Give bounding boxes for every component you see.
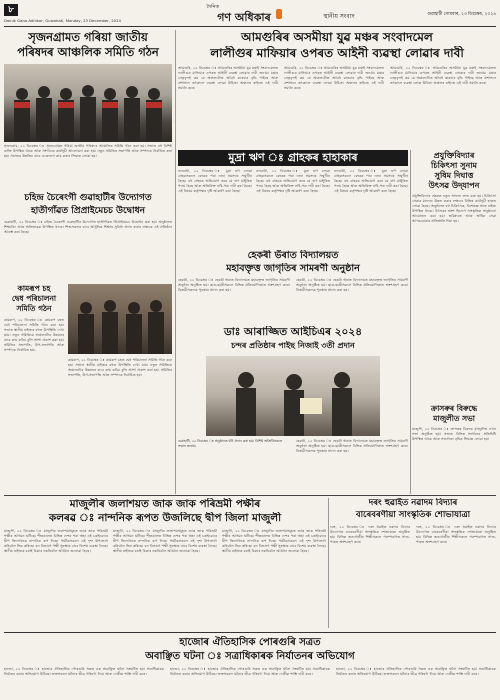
article-body: নলবাৰী, ২২ ডিচেম্বৰ ঃ মুদ্ৰা ঋণ লোৱা গ্ৰাহকসকলে বেংকৰ পৰা নানা সমস্যাৰ সন্মুখীন হৈছে। বহু গ্ৰাহকে অভিযোগ কৰে যে ঋণ মঞ্জুৰিত পলম হৈছে আৰু অতিৰিক্ত নথি-পত্ৰ দাবী কৰা হৈছে। এই বিষয়ে কৰ্তৃপক্ষৰ দৃষ্টি আকৰ্ষণ কৰা হৈছে।	[178, 169, 252, 193]
article-padila	[412, 404, 496, 496]
people-silhouettes	[206, 356, 380, 436]
headline: লালীগুৰ মাফিয়াৰ ওপৰত আইনী ব্যৱস্থা লোৱাৰ দাবী	[210, 46, 464, 60]
article-body: হাজো, ২২ ডিচেম্বৰ ঃ হাজোৰ ঐতিহাসিক পোৰগুৰি সত্ৰত এক অবাঞ্ছিত ঘটনা সংঘটিত হয়। সত্ৰাধিকাৰক নিৰ্যাতন কৰাৰ অভিযোগ উঠিছে। ভক্তসকলে ঘটনাৰ তীব্ৰ গৰিহণা দিয়ে আৰু দোষীক শাস্তি দাবী কৰে।	[4, 667, 164, 676]
brand-mark	[276, 9, 282, 19]
article-body: হেকৰী, ২২ ডিচেম্বৰ ঃ হেকৰী ভঁৰাত বিদ্যালয়ত মহাবক্তৃত্ত জাগৃতিৰ সামৰণী অনুষ্ঠান অনুষ্ঠিত হয়। ছাত্ৰ-ছাত্ৰীসকলে বিভিন্ন প্ৰতিযোগিতাত অংশগ্ৰহণ কৰে। বিজয়ীসকলক পুৰস্কাৰ প্ৰদান কৰা হয়।	[178, 278, 290, 292]
article-body: নলবাৰী, ২২ ডিচেম্বৰ ঃ মুদ্ৰা ঋণ লোৱা গ্ৰাহকসকলে বেংকৰ পৰা নানা সমস্যাৰ সন্মুখীন হৈছে। বহু গ্ৰাহকে অভিযোগ কৰে যে ঋণ মঞ্জুৰিত পলম হৈছে আৰু অতিৰিক্ত নথি-পত্ৰ দাবী কৰা হৈছে। এই বিষয়ে কৰ্তৃপক্ষৰ দৃষ্টি আকৰ্ষণ কৰা হৈছে।	[334, 169, 408, 193]
headline: বাৰেবৰণীয়া সাংস্কৃতিক শোভাযাত্ৰা	[355, 510, 471, 520]
group-photo	[4, 64, 172, 142]
article-technology	[412, 150, 496, 400]
ceremony-photo	[68, 284, 172, 354]
headline: মুদ্ৰা ঋণ ঃ গ্ৰাহকৰ হাহাকাৰ	[178, 150, 408, 166]
paper-logo: গণ অধিকাৰ	[217, 11, 271, 24]
article-garia-committee	[4, 30, 172, 280]
article-body: মাজুলী, ২২ ডিচেম্বৰ ঃ ক্ৰাসৰুৰ বিৰুদ্ধে মাজুলীত এখন সভা অনুষ্ঠিত হয়। সভাত বিভিন্ন সংগঠনৰ প্ৰতিনিধি উপস্থিত থাকে আৰু সজাগতা বৃদ্ধিৰ সিদ্ধান্ত লোৱা হয়।	[412, 427, 496, 441]
headline: সৃজনগ্ৰামত গৰিয়া জাতীয়	[28, 30, 148, 44]
article-majuli-birds	[4, 498, 326, 628]
article-body: আমগুৰি, ২২ ডিচেম্বৰ ঃ আমগুৰিৰ অসমীয়া যুৱ মঞ্চই সংবাদমেলত লালীগুৰ মাফিয়াৰ ওপৰত আইনী ব্যৱস্থা লোৱাৰ দাবী জনায়। মঞ্চৰ নেতৃবৃন্দই কয় যে অঞ্চলটোত অবৈধ কাৰবাৰ বৃদ্ধি পাইছে আৰু প্ৰশাসনে তৎকালে ব্যৱস্থা লোৱা উচিত। অঞ্চলৰ ৰাইজে এই দাবী সমৰ্থন কৰে।	[284, 66, 384, 90]
article-body: দৰং, ২২ ডিচেম্বৰ ঃ দৰং হুৱাইত নৱাদম বিদ্যাৰ উদ্যোগত বাৰেবৰণীয়া সাংস্কৃতিক শোভাযাত্ৰা অনুষ্ঠিত হয়। বিভিন্ন জনগোষ্ঠীৰ শিল্পীসকলে পৰম্পৰাগত সাজ-পাৰত অংশগ্ৰহণ কৰে।	[416, 525, 496, 544]
headline: ক্ৰাসৰুৰ বিৰুদ্ধে	[430, 404, 478, 413]
headline: চিকিৎসা সুনাম	[431, 160, 477, 170]
people-silhouettes	[4, 64, 172, 142]
headline: উৎসৱ উদ্‌যাপন	[428, 180, 480, 190]
headline: দ্বেধ পৰিচালনা	[11, 294, 57, 303]
award-photo	[206, 356, 380, 436]
article-darrang	[330, 498, 496, 628]
headline: কলৰৱ ঃ নান্দনিক ৰূপত উজলিছে দ্বীপ জিলা মাজুলী	[48, 512, 282, 524]
article-body: দৰং, ২২ ডিচেম্বৰ ঃ দৰং হুৱাইত নৱাদম বিদ্যাৰ উদ্যোগত বাৰেবৰণীয়া সাংস্কৃতিক শোভাযাত্ৰা অনুষ্ঠিত হয়। বিভিন্ন জনগোষ্ঠীৰ শিল্পীসকলে পৰম্পৰাগত সাজ-পাৰত অংশগ্ৰহণ কৰে।	[330, 525, 410, 544]
column-divider	[410, 150, 411, 494]
article-body: আমগুৰি, ২২ ডিচেম্বৰ ঃ আমগুৰিৰ অসমীয়া যুৱ মঞ্চই সংবাদমেলত লালীগুৰ মাফিয়াৰ ওপৰত আইনী ব্যৱস্থা লোৱাৰ দাবী জনায়। মঞ্চৰ নেতৃবৃন্দই কয় যে অঞ্চলটোত অবৈধ কাৰবাৰ বৃদ্ধি পাইছে আৰু প্ৰশাসনে তৎকালে ব্যৱস্থা লোৱা উচিত। অঞ্চলৰ ৰাইজে এই দাবী সমৰ্থন কৰে।	[178, 66, 278, 90]
section-title: স্থানীয় সংবাদ	[323, 13, 355, 20]
masthead-date: গুৱাহাটী সোমবাৰ, ২৩ ডিচেম্বৰ, ২০২৪	[427, 12, 496, 17]
headline: চহিন্দ্ৰ চৈৰেংগী গুৱাহাটীৰ উদ্যোগত	[24, 193, 152, 203]
headline: দৰং হুৱাইত নৱাদম বিদ্যাৰ	[368, 498, 458, 508]
page-number: ৮	[4, 4, 18, 16]
masthead-date-english: Dainik Gana Adhikar, Guwahati, Monday, 23 December, 2024	[4, 18, 121, 23]
article-body: আমগুৰি, ২২ ডিচেম্বৰ ঃ আমগুৰিৰ অসমীয়া যুৱ মঞ্চই সংবাদমেলত লালীগুৰ মাফিয়াৰ ওপৰত আইনী ব্যৱস্থা লোৱাৰ দাবী জনায়। মঞ্চৰ নেতৃবৃন্দই কয় যে অঞ্চলটোত অবৈধ কাৰবাৰ বৃদ্ধি পাইছে আৰু প্ৰশাসনে তৎকালে ব্যৱস্থা লোৱা উচিত। অঞ্চলৰ ৰাইজে এই দাবী সমৰ্থন কৰে।	[390, 66, 496, 85]
article-body: মাজুলী, ২২ ডিচেম্বৰ ঃ মাজুলীৰ জলাশয়সমূহত জাক জাক পৰিভ্ৰমী পক্ষীৰ আগমন ঘটিছে। শীতকালত বিভিন্ন দেশৰ পৰা অহা এই চৰাইবোৰে দ্বীপ জিলাখনক নান্দনিক ৰূপ দিছে। পৰ্যটকসকলে এই দৃশ্য উপভোগ কৰিবলৈ ভিৰ কৰিছে। বন বিভাগে পক্ষী সুৰক্ষাৰ বাবে বিশেষ ব্যৱস্থা লৈছে। স্থানীয় ৰাইজক চৰাই চিকাৰ নকৰিবলৈ আহ্বান জনোৱা হৈছে।	[222, 529, 326, 553]
headline: ডাঃ আৰাজ্জিত আইচিএৰ ২০২৪	[223, 326, 363, 338]
headline: অবাঞ্ছিত ঘটনা ঃ সত্ৰাধিকাৰক নিৰ্যাতনৰ অভিযোগ	[145, 651, 355, 662]
headline: মাজুলীৰ জলাশয়ত জাক জাক পৰিভ্ৰমী পক্ষীৰ	[69, 498, 261, 510]
article-hekori	[178, 250, 408, 322]
article-body: সৃজনগ্ৰাম, ২২ ডিচেম্বৰ ঃ সৃজনগ্ৰামত গৰিয়া জাতীয় পৰিষদৰ আঞ্চলিক সমিতি গঠন কৰা হয়। সভাত বহু বিশিষ্ট ব্যক্তি উপস্থিত থাকে আৰু সংগঠনৰ কাৰ্যসূচী আলোচনা কৰা হয়। নতুন সমিতিৰ সভাপতি আৰু সম্পাদক নিৰ্বাচিত কৰা হয়। সমাজৰ উন্নতিৰ বাবে একেলগে কাম কৰাৰ সিদ্ধান্ত লোৱা হয়।	[4, 144, 172, 158]
article-hajo	[4, 632, 496, 696]
headline: মাজুলীত সভা	[433, 414, 475, 423]
headline: কামৰূপ চহ	[17, 284, 51, 293]
article-body: হাজো, ২২ ডিচেম্বৰ ঃ হাজোৰ ঐতিহাসিক পোৰগুৰি সত্ৰত এক অবাঞ্ছিত ঘটনা সংঘটিত হয়। সত্ৰাধিকাৰক নিৰ্যাতন কৰাৰ অভিযোগ উঠিছে। ভক্তসকলে ঘটনাৰ তীব্ৰ গৰিহণা দিয়ে আৰু দোষীক শাস্তি দাবী কৰে।	[336, 667, 496, 676]
headline: হাজোৰ ঐতিহাসিক পোৰগুৰি সত্ৰত	[179, 637, 321, 648]
article-body: গুৱাহাটী, ২২ ডিচেম্বৰ ঃ চহিন্দ্ৰ চৈৰেংগী গুৱাহাটীৰ উদ্যোগত হাতীগাঁৱত প্ৰিপ্ৰাইমেচচ উদ্বোধন কৰা হয়। অনুষ্ঠানত শিক্ষাবিদ আৰু অভিভাৱক উপস্থিত থাকে। শিশুসকলৰ বাবে আধুনিক শিক্ষাৰ সুবিধা প্ৰদান কৰাৰ লক্ষ্যৰে এই প্ৰতিষ্ঠান আৰম্ভ কৰা হৈছে।	[4, 220, 172, 234]
column-divider	[175, 30, 176, 494]
paper-prefix: দৈনিক	[206, 4, 219, 10]
article-award	[178, 326, 408, 496]
headline: সুষিম দিঘাত্ত	[434, 170, 474, 180]
section-divider	[4, 495, 496, 496]
article-body: কামৰূপ, ২২ ডিচেম্বৰ ঃ কামৰূপ চহত দ্বেধ পৰিচালনা সমিতি গঠন কৰা হয়। সভাত স্থানীয় ৰাইজৰ বহুল উপস্থিতি দেখা যায়। নতুন সমিতিয়ে অঞ্চলটোৰ উন্নয়নৰ বাবে কাম কৰিব বুলি আশা প্ৰকাশ কৰা হয়। সমিতিৰ সভাপতি, উপ-সভাপতি আৰু সম্পাদক নিৰ্বাচিত হয়।	[68, 358, 172, 377]
headline: হেকৰী ভঁৰাত বিদ্যালয়ত	[247, 250, 339, 261]
headline: সমিতি গঠন	[16, 304, 52, 313]
article-body: মাজুলী, ২২ ডিচেম্বৰ ঃ মাজুলীৰ জলাশয়সমূহত জাক জাক পৰিভ্ৰমী পক্ষীৰ আগমন ঘটিছে। শীতকালত বিভিন্ন দেশৰ পৰা অহা এই চৰাইবোৰে দ্বীপ জিলাখনক নান্দনিক ৰূপ দিছে। পৰ্যটকসকলে এই দৃশ্য উপভোগ কৰিবলৈ ভিৰ কৰিছে। বন বিভাগে পক্ষী সুৰক্ষাৰ বাবে বিশেষ ব্যৱস্থা লৈছে। স্থানীয় ৰাইজক চৰাই চিকাৰ নকৰিবলৈ আহ্বান জনোৱা হৈছে।	[4, 529, 108, 553]
article-body: মাজুলী, ২২ ডিচেম্বৰ ঃ মাজুলীৰ জলাশয়সমূহত জাক জাক পৰিভ্ৰমী পক্ষীৰ আগমন ঘটিছে। শীতকালত বিভিন্ন দেশৰ পৰা অহা এই চৰাইবোৰে দ্বীপ জিলাখনক নান্দনিক ৰূপ দিছে। পৰ্যটকসকলে এই দৃশ্য উপভোগ কৰিবলৈ ভিৰ কৰিছে। বন বিভাগে পক্ষী সুৰক্ষাৰ বাবে বিশেষ ব্যৱস্থা লৈছে। স্থানীয় ৰাইজক চৰাই চিকাৰ নকৰিবলৈ আহ্বান জনোৱা হৈছে।	[113, 529, 217, 553]
masthead	[4, 3, 496, 27]
column-divider	[328, 498, 329, 628]
article-body: হেকৰী, ২২ ডিচেম্বৰ ঃ হেকৰী ভঁৰাত বিদ্যালয়ত মহাবক্তৃত্ত জাগৃতিৰ সামৰণী অনুষ্ঠান অনুষ্ঠিত হয়। ছাত্ৰ-ছাত্ৰীসকলে বিভিন্ন প্ৰতিযোগিতাত অংশগ্ৰহণ কৰে। বিজয়ীসকলক পুৰস্কাৰ প্ৰদান কৰা হয়।	[296, 439, 408, 453]
article-body: হাজো, ২২ ডিচেম্বৰ ঃ হাজোৰ ঐতিহাসিক পোৰগুৰি সত্ৰত এক অবাঞ্ছিত ঘটনা সংঘটিত হয়। সত্ৰাধিকাৰক নিৰ্যাতন কৰাৰ অভিযোগ উঠিছে। ভক্তসকলে ঘটনাৰ তীব্ৰ গৰিহণা দিয়ে আৰু দোষীক শাস্তি দাবী কৰে।	[170, 667, 330, 676]
article-kamrup-photo	[68, 284, 172, 480]
headline: পৰিষদৰ আঞ্চলিক সমিতি গঠন	[17, 45, 159, 59]
article-body: কামৰূপ, ২২ ডিচেম্বৰ ঃ কামৰূপ চহত দ্বেধ পৰিচালনা সমিতি গঠন কৰা হয়। সভাত স্থানীয় ৰাইজৰ বহুল উপস্থিতি দেখা যায়। নতুন সমিতিয়ে অঞ্চলটোৰ উন্নয়নৰ বাবে কাম কৰিব বুলি আশা প্ৰকাশ কৰা হয়। সমিতিৰ সভাপতি, উপ-সভাপতি আৰু সম্পাদক নিৰ্বাচিত হয়।	[4, 318, 64, 352]
article-body: নলবাৰী, ২২ ডিচেম্বৰ ঃ মুদ্ৰা ঋণ লোৱা গ্ৰাহকসকলে বেংকৰ পৰা নানা সমস্যাৰ সন্মুখীন হৈছে। বহু গ্ৰাহকে অভিযোগ কৰে যে ঋণ মঞ্জুৰিত পলম হৈছে আৰু অতিৰিক্ত নথি-পত্ৰ দাবী কৰা হৈছে। এই বিষয়ে কৰ্তৃপক্ষৰ দৃষ্টি আকৰ্ষণ কৰা হৈছে।	[256, 169, 330, 193]
article-body: প্ৰযুক্তিবিদ্যাৰ ক্ষেত্ৰত নতুন সাফল্য লাভ কৰা হয়। চিকিৎসা সেৱাৰ মানদণ্ড উন্নত কৰাৰ লক্ষ্যৰে বিভিন্ন কাৰ্যসূচী হাতত লোৱা হৈছে। অনুষ্ঠানত বহু চিকিৎসক, বিশেষজ্ঞ আৰু ৰাইজ উপস্থিত থাকে। উৎসৱৰ অংশ হিচাপে সাংস্কৃতিক অনুষ্ঠানো আয়োজন কৰা হয়। ভৱিষ্যতে আৰু অধিক সেৱা আগবঢ়োৱাৰ প্ৰতিশ্ৰুতি দিয়া হয়।	[412, 194, 496, 223]
headline: প্ৰযুক্তিবিদ্যাৰ	[433, 150, 475, 160]
article-amguri	[178, 30, 496, 148]
people-silhouettes	[68, 284, 172, 354]
photo-caption: গুৱাহাটী, ২২ ডিচেম্বৰ ঃ অনুষ্ঠানত বঁটা প্ৰদান কৰা হয়। বিশিষ্ট অতিথিসকলে সন্মান জনায়।	[178, 439, 283, 448]
headline: হাতীগাঁৱত প্ৰিপ্ৰাইমেচচ উদ্বোধন	[30, 206, 146, 216]
article-body: হেকৰী, ২২ ডিচেম্বৰ ঃ হেকৰী ভঁৰাত বিদ্যালয়ত মহাবক্তৃত্ত জাগৃতিৰ সামৰণী অনুষ্ঠান অনুষ্ঠিত হয়। ছাত্ৰ-ছাত্ৰীসকলে বিভিন্ন প্ৰতিযোগিতাত অংশগ্ৰহণ কৰে। বিজয়ীসকলক পুৰস্কাৰ প্ৰদান কৰা হয়।	[296, 278, 408, 292]
article-kamrup	[4, 284, 64, 480]
article-mudra-loan	[178, 150, 408, 246]
headline: আমগুৰিৰ অসমীয়া যুৱ মঞ্চৰ সংবাদমেল	[241, 30, 433, 44]
headline: চন্দৰ প্ৰতিষ্ঠাৰ পাইছ নিজাই ৩তী প্ৰদান	[231, 340, 355, 350]
headline: মহাবক্তৃত্ত জাগৃতিৰ সামৰণী অনুষ্ঠান	[226, 263, 360, 274]
